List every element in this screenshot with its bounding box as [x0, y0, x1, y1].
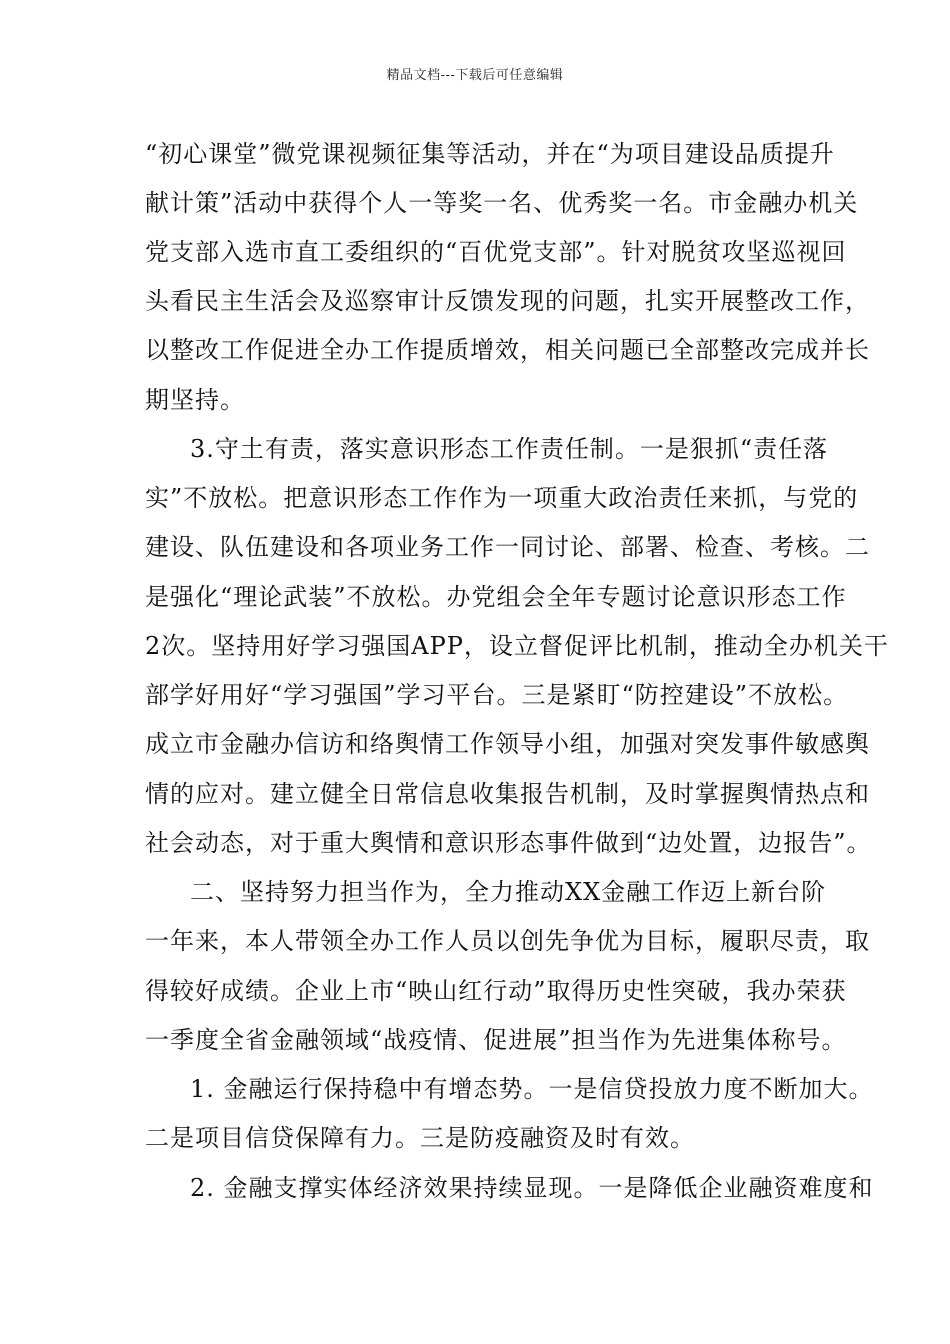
body-line-18: 得较好成绩。企业上市“映山红行动”取得历史性突破，我办荣获	[145, 977, 847, 1005]
body-line-20: 1. 金融运行保持稳中有增态势。一是信贷投放力度不断加大。	[190, 1075, 874, 1103]
body-line-22: 2. 金融支撑实体经济效果持续显现。一是降低企业融资难度和	[190, 1174, 874, 1202]
body-line-9: 建设、队伍建设和各项业务工作一同讨论、部署、检查、考核。二	[145, 533, 870, 561]
body-line-15: 社会动态，对于重大舆情和意识形态事件做到“边处置，边报告”。	[145, 829, 872, 857]
body-line-8: 实”不放松。把意识形态工作作为一项重大政治责任来抓，与党的	[145, 484, 859, 512]
section-heading: 二、坚持努力担当作为，全力推动XX金融工作迈上新台阶	[190, 878, 827, 906]
body-line-1: “初心课堂”微党课视频征集等活动，并在“为项目建设品质提升	[145, 140, 835, 168]
body-line-4: 头看民主生活会及巡察审计反馈发现的问题，扎实开展整改工作，	[145, 287, 870, 315]
body-line-13: 成立市金融办信访和络舆情工作领导小组，加强对突发事件敏感舆	[145, 730, 870, 758]
page-header: 精品文档---下载后可任意编辑	[386, 68, 564, 83]
body-line-2: 献计策”活动中获得个人一等奖一名、优秀奖一名。市金融办机关	[145, 189, 859, 217]
body-line-6: 期坚持。	[145, 386, 245, 414]
body-line-7: 3.守土有责，落实意识形态工作责任制。一是狠抓“责任落	[190, 435, 829, 463]
body-line-3: 党支部入选市直工委组织的“百优党支部”。针对脱贫攻坚巡视回	[145, 238, 847, 266]
body-line-12: 部学好用好“学习强国”学习平台。三是紧盯“防控建设”不放松。	[145, 681, 849, 709]
body-line-17: 一年来，本人带领全办工作人员以创先争优为目标，履职尽责，取	[145, 927, 870, 955]
body-line-5: 以整改工作促进全办工作提质增效，相关问题已全部整改完成并长	[145, 336, 870, 364]
body-line-11: 2次。坚持用好学习强国APP，设立督促评比机制，推动全办机关干	[145, 632, 889, 660]
body-line-19: 一季度全省金融领域“战疫情、促进展”担当作为先进集体称号。	[145, 1026, 847, 1054]
body-line-21: 二是项目信贷保障有力。三是防疫融资及时有效。	[145, 1124, 695, 1152]
body-line-14: 情的应对。建立健全日常信息收集报告机制，及时掌握舆情热点和	[145, 780, 870, 808]
body-line-10: 是强化“理论武装”不放松。办党组会全年专题讨论意识形态工作	[145, 583, 847, 611]
